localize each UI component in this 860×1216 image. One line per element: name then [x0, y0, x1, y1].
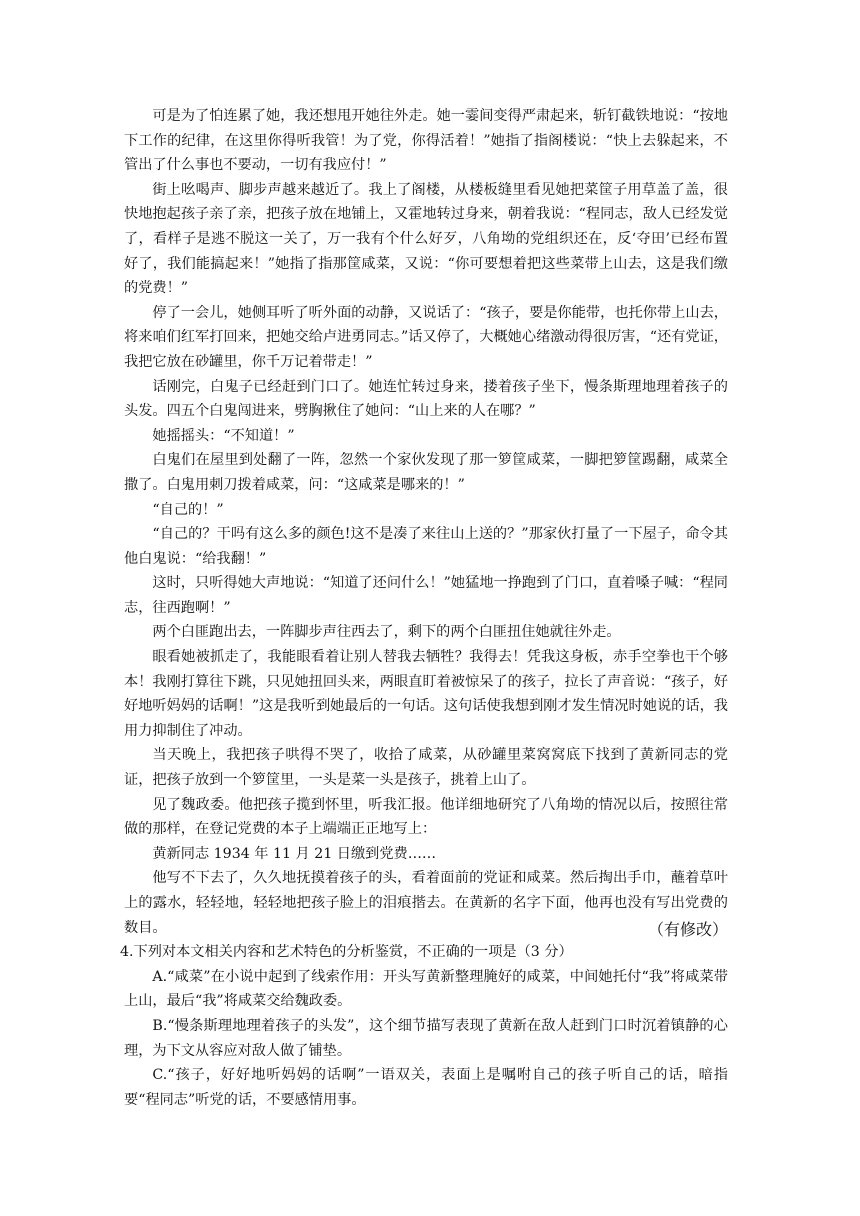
source-note: （有修改） [647, 920, 728, 940]
paragraph: 黄新同志 1934 年 11 月 21 日缴到党费…… [152, 845, 437, 862]
paragraph: 他写不下去了，久久地抚摸着孩子的头，看着面前的党证和咸菜。然后掏出手巾，蘸着草叶上的露水，轻轻地，轻轻地把孩子脸上的泪痕揩去。在黄新的名字下面，他再也没有写出党费的数目。 [124, 870, 728, 936]
paragraph: 当天晚上，我把孩子哄得不哭了，收拾了咸菜，从砂罐里菜窝窝底下找到了黄新同志的党证，把孩子放到一个箩筐里，一头是菜一头是孩子，挑着上山了。 [124, 747, 728, 789]
paragraph: 话刚完，白鬼子已经赶到门口了。她连忙转过身来，搂着孩子坐下，慢条斯理地理着孩子的头发。四五个白鬼闯进来，劈胸揪住了她问：“山上来的人在哪？” [124, 378, 728, 420]
paragraph: 可是为了怕连累了她，我还想甩开她往外走。她一霎间变得严肃起来，斩钉截铁地说：“按地下工作的纪律，在这里你得听我管！为了党，你得活着！”她指了指阁楼说：“快上去躲起来，不管出了什么事也不要动，一切有我应付！” [124, 108, 728, 174]
paragraph: 两个白匪跑出去，一阵脚步声往西去了，剩下的两个白匪扭住她就往外走。 [152, 624, 621, 641]
paragraph: 这时，只听得她大声地说：“知道了还问什么！”她猛地一挣跑到了门口，直着嗓子喊：“程同志，往西跑啊！” [124, 575, 728, 616]
option-a: A.“咸菜”在小说中起到了线索作用：开头写黄新整理腌好的咸菜，中间她托付“我”将咸菜带上山，最后“我”将咸菜交给魏政委。 [124, 968, 728, 1010]
option-b: B.“慢条斯理地理着孩子的头发”，这个细节描写表现了黄新在敌人赶到门口时沉着镇静的心理，为下文从容应对敌人做了铺垫。 [124, 1017, 728, 1059]
paragraph: “自己的？干吗有这么多的颜色!这不是凑了来往山上送的？”那家伙打量了一下屋子，命令其他白鬼说：“给我翻！” [124, 526, 728, 567]
paragraph: 她摇摇头：“不知道！” [152, 427, 295, 444]
paragraph: 白鬼们在屋里到处翻了一阵，忽然一个家伙发现了那一箩筐咸菜，一脚把箩筐踢翻，咸菜全撒了。白鬼用刺刀拨着咸菜，问：“这咸菜是哪来的！” [124, 452, 728, 493]
paragraph: 见了魏政委。他把孩子揽到怀里，听我汇报。他详细地研究了八角坳的情况以后，按照往常做的那样，在登记党费的本子上端端正正地写上： [124, 796, 728, 838]
option-c: C.“孩子，好好地听妈妈的话啊”一语双关，表面上是嘱咐自己的孩子听自己的话，暗指要“程同志”听党的话，不要感情用事。 [124, 1067, 728, 1108]
question-stem: 4.下列对本文相关内容和艺术特色的分析鉴赏，不正确的一项是（3 分） [120, 944, 573, 961]
final-paragraph-block [124, 866, 728, 940]
paragraph: “自己的！” [152, 501, 224, 518]
paragraph: 停了一会儿，她侧耳听了听外面的动静，又说话了：“孩子，要是你能带，也托你带上山去，将来咱们红军打回来，把她交给卢进勇同志。”话又停了，大概她心绪激动得很厉害，“还有党证，我把它放在砂罐里，你千万记着带走！” [124, 304, 728, 370]
paragraph: 街上吆喝声、脚步声越来越近了。我上了阁楼，从楼板缝里看见她把菜筐子用草盖了盖，很快地抱起孩子亲了亲，把孩子放在地铺上，又霍地转过身来，朝着我说：“程同志，敌人已经发觉了，看样子是逃不脱这一关了，万一我有个什么好歹，八角坳的党组织还在，反‘夺田’已经布置好了，我们能搞起来！”她指了指那筐咸菜，又说：“你可要想着把这些菜带上山去，这是我们缴的党费！” [124, 181, 728, 297]
paragraph: 眼看她被抓走了，我能眼看着让别人替我去牺牲？我得去！凭我这身板，赤手空拳也干个够本！我刚打算往下跳，只见她扭回头来，两眼直盯着被惊呆了的孩子，拉长了声音说：“孩子，好好地听妈妈的话啊！”这是我听到她最后的一句话。这句话使我想到刚才发生情况时她说的话，我用力抑制住了冲动。 [124, 649, 728, 739]
reading-passage [120, 104, 728, 1112]
